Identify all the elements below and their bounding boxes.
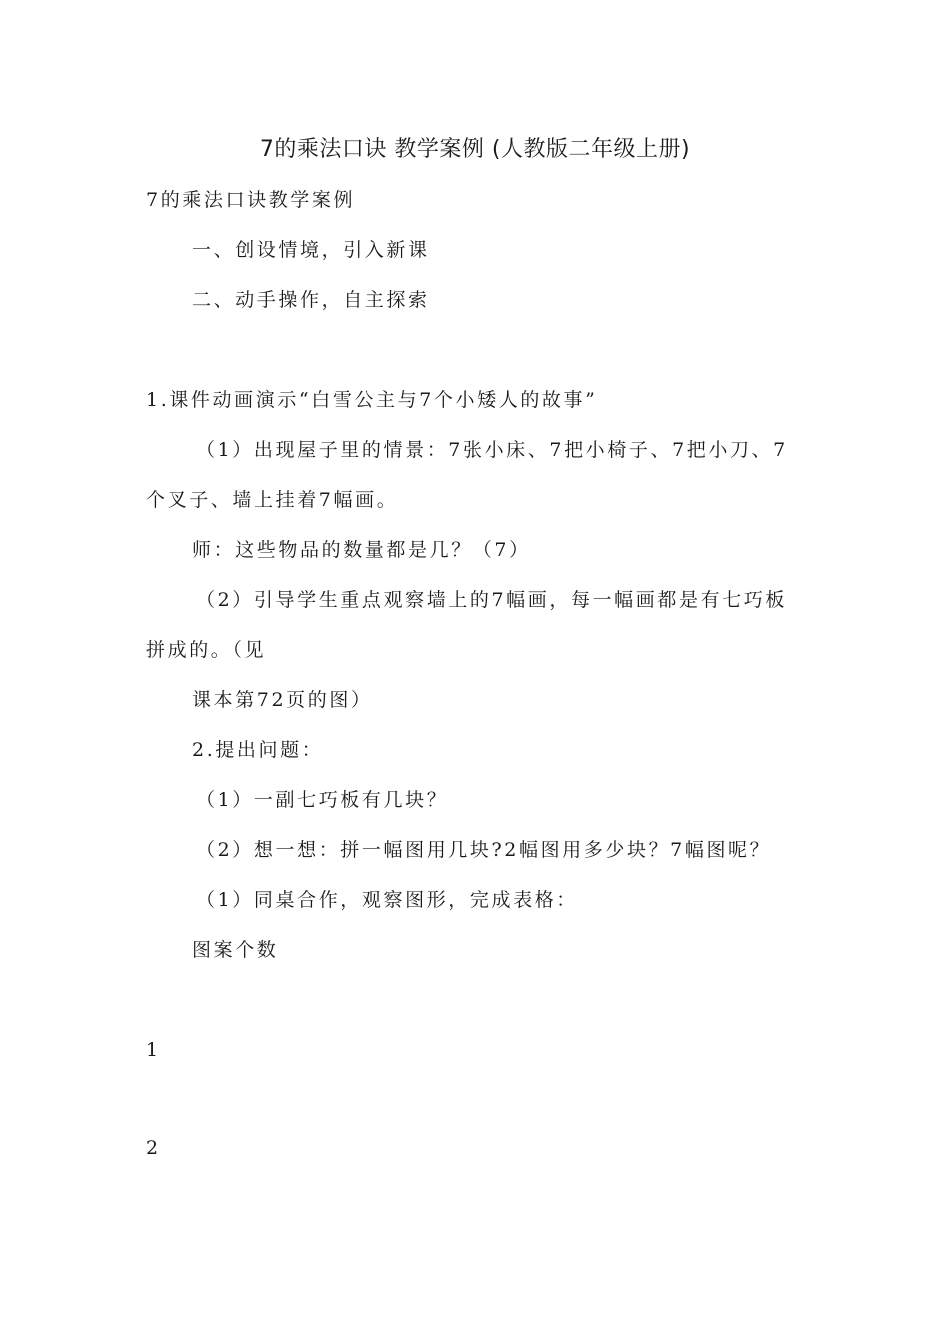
section-heading-2: 二、动手操作，自主探索 xyxy=(192,289,430,311)
paragraph-item-3-1: （1）同桌合作，观察图形，完成表格： xyxy=(196,889,578,911)
paragraph-item-1-2-b: 拼成的。（见 xyxy=(146,639,267,661)
document-title: 7的乘法口诀 教学案例 (人教版二年级上册) xyxy=(259,137,691,162)
paragraph-item-2-2: （2）想一想：拼一幅图用几块?2幅图用多少块？7幅图呢？ xyxy=(196,839,772,861)
paragraph-item-1-1-b: 个叉子、墙上挂着7幅画。 xyxy=(146,489,399,511)
paragraph-item-2: 2.提出问题： xyxy=(192,739,324,761)
paragraph-item-1-2-a: （2）引导学生重点观察墙上的7幅画，每一幅画都是有七巧板 xyxy=(196,589,787,611)
table-header: 图案个数 xyxy=(192,939,279,961)
section-heading-1: 一、创设情境，引入新课 xyxy=(192,239,430,261)
teacher-question: 师：这些物品的数量都是几？（7） xyxy=(192,539,531,561)
paragraph-item-2-1: （1）一副七巧板有几块？ xyxy=(196,789,449,811)
subtitle: 7的乘法口诀教学案例 xyxy=(146,189,356,211)
paragraph-item-1-2-c: 课本第72页的图） xyxy=(192,689,373,711)
table-row-2: 2 xyxy=(146,1137,161,1159)
paragraph-item-1-1-a: （1）出现屋子里的情景：7张小床、7把小椅子、7把小刀、7 xyxy=(196,439,788,461)
table-row-1: 1 xyxy=(146,1039,161,1061)
paragraph-item-1: 1.课件动画演示“白雪公主与7个小矮人的故事” xyxy=(146,389,598,411)
